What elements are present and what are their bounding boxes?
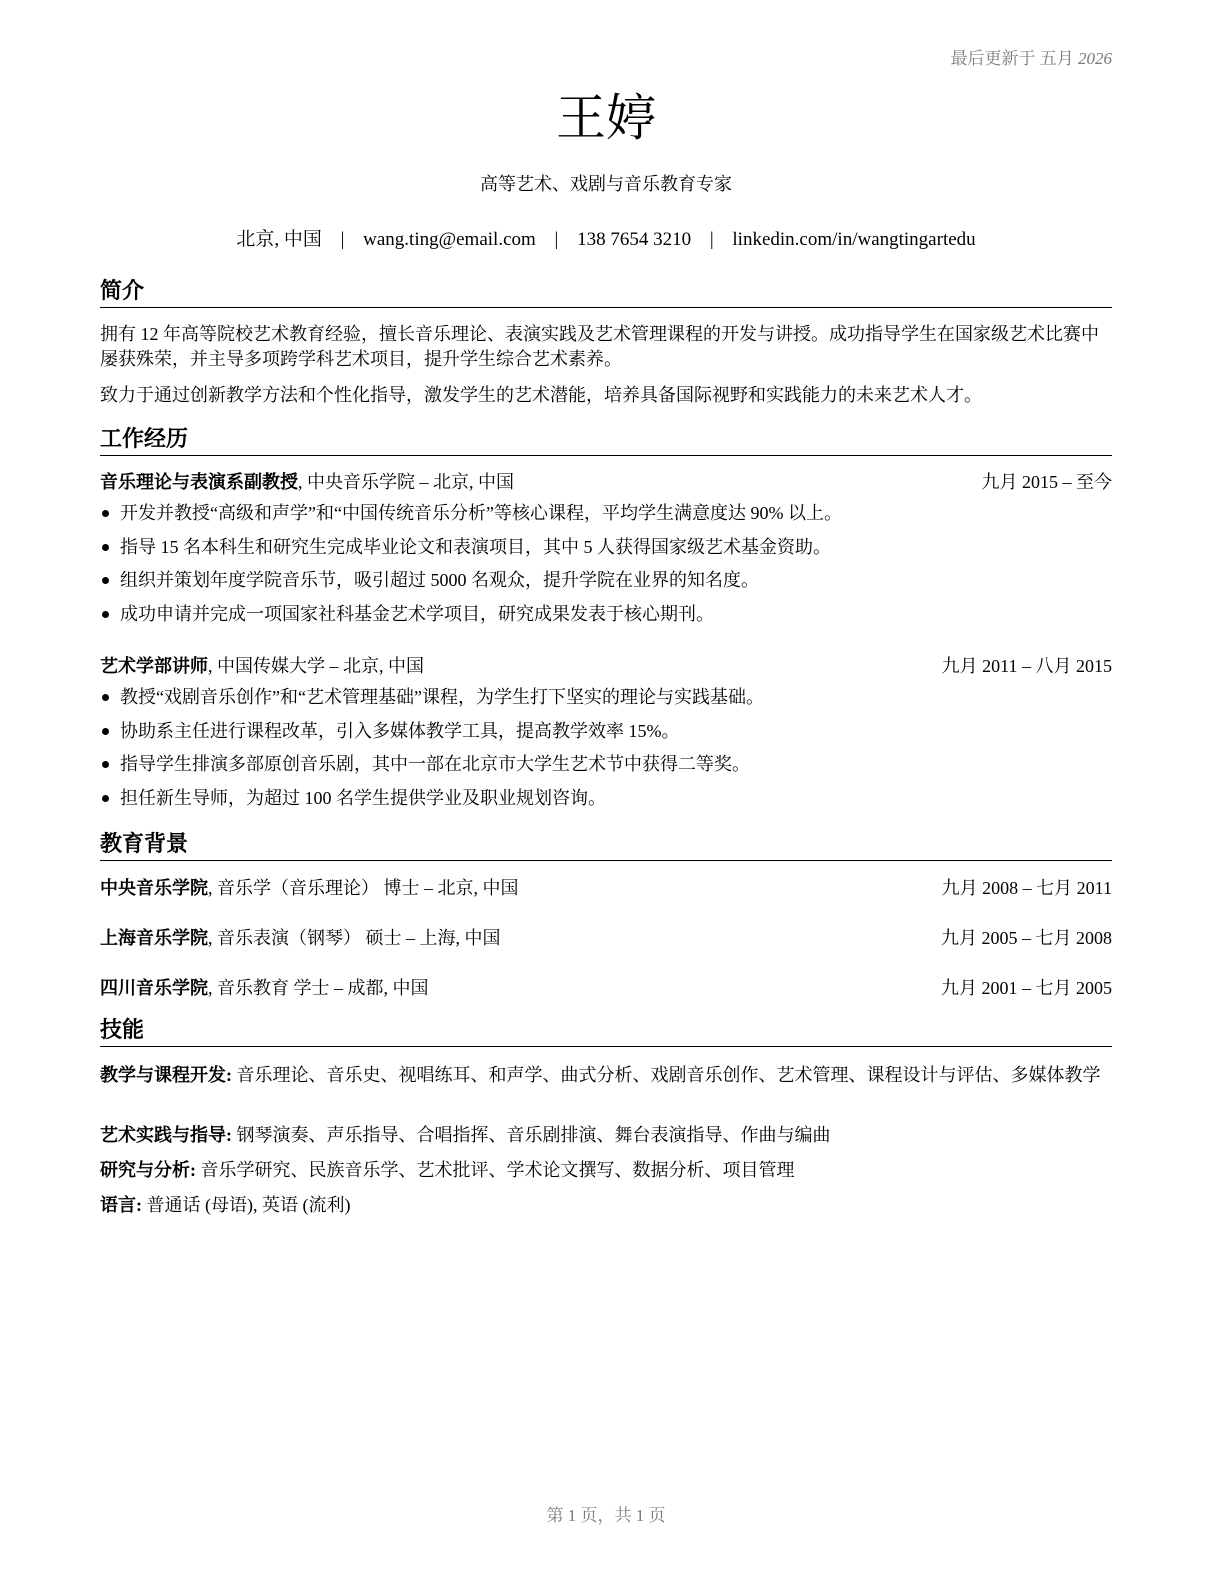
skill-value: 音乐理论、音乐史、视唱练耳、和声学、曲式分析、戏剧音乐创作、艺术管理、课程设计与评估、多媒体教学 [232, 1065, 1101, 1085]
skill-value: 音乐学研究、民族音乐学、艺术批评、学术论文撰写、数据分析、项目管理 [196, 1160, 795, 1180]
education-row [100, 925, 1112, 951]
skill-label: 研究与分析: [100, 1160, 196, 1180]
skill-label: 语言: [100, 1195, 142, 1215]
last-updated-prefix: 最后更新于 五月 [950, 49, 1074, 68]
last-updated [951, 44, 1113, 69]
bullet-text: 开发并教授“高级和声学”和“中国传统音乐分析”等核心课程，平均学生满意度达 90% 以上。 [120, 503, 842, 523]
education-row [100, 975, 1112, 1001]
summary-paragraph: 拥有 12 年高等院校艺术教育经验，擅长音乐理论、表演实践及艺术管理课程的开发与讲授。成功指导学生在国家级艺术比赛中屡获殊荣，并主导多项跨学科艺术项目，提升学生综合艺术素养。 [100, 324, 1099, 369]
section-title-summary: 简介 [100, 277, 1112, 308]
skill-label: 教学与课程开发: [100, 1065, 232, 1085]
contact-location: 北京, 中国 [236, 229, 322, 250]
contact-separator: | [709, 229, 714, 250]
list-item [100, 601, 1112, 635]
school-name: 上海音乐学院 [100, 928, 208, 948]
contact-phone: 138 7654 3210 [577, 229, 692, 250]
job-role: 艺术学部讲师 [100, 656, 208, 676]
bullet-text: 教授“戏剧音乐创作”和“艺术管理基础”课程，为学生打下坚实的理论与实践基础。 [120, 687, 764, 707]
person-name: 王婷 [556, 89, 656, 147]
education-dates: 九月 2001 – 七月 2005 [941, 978, 1112, 998]
resume-page [100, 0, 1112, 1584]
job-dates: 九月 2015 – 至今 [981, 472, 1112, 492]
contact-line [100, 224, 1112, 251]
skill-item [100, 1063, 1112, 1088]
section-title-experience: 工作经历 [100, 425, 1112, 456]
headline: 高等艺术、戏剧与音乐教育专家 [480, 174, 732, 194]
skill-item [100, 1123, 1112, 1148]
degree-detail: , 音乐教育 学士 – 成都, 中国 [208, 978, 429, 998]
last-updated-year: 2026 [1078, 49, 1112, 68]
education-dates: 九月 2005 – 七月 2008 [941, 928, 1112, 948]
bullet-icon [102, 728, 109, 735]
job-header [100, 469, 1112, 495]
list-item [100, 785, 1112, 819]
skill-label: 艺术实践与指导: [100, 1125, 232, 1145]
list-item [100, 534, 1112, 568]
degree-detail: , 音乐表演（钢琴） 硕士 – 上海, 中国 [208, 928, 501, 948]
list-item [100, 500, 1112, 534]
bullet-text: 担任新生导师，为超过 100 名学生提供学业及职业规划咨询。 [120, 787, 606, 808]
bullet-icon [102, 544, 109, 551]
education-dates: 九月 2008 – 七月 2011 [941, 878, 1112, 898]
contact-linkedin[interactable]: linkedin.com/in/wangtingartedu [732, 229, 976, 250]
skill-value: 钢琴演奏、声乐指导、合唱指挥、音乐剧排演、舞台表演指导、作曲与编曲 [232, 1125, 831, 1145]
bullet-icon [102, 577, 109, 584]
list-item [100, 718, 1112, 752]
job-bullets [100, 500, 1112, 634]
bullet-text: 组织并策划年度学院音乐节，吸引超过 5000 名观众，提升学院在业界的知名度。 [120, 570, 759, 590]
bullet-text: 成功申请并完成一项国家社科基金艺术学项目，研究成果发表于核心期刊。 [120, 603, 714, 624]
skill-item [100, 1158, 1112, 1183]
contact-email[interactable]: wang.ting@email.com [363, 229, 536, 250]
list-item [100, 567, 1112, 601]
job-role: 音乐理论与表演系副教授 [100, 472, 298, 492]
job-header [100, 653, 1112, 679]
bullet-icon [102, 510, 109, 517]
bullet-icon [102, 611, 109, 618]
bullet-icon [102, 795, 109, 802]
skill-item [100, 1193, 1112, 1218]
contact-separator: | [554, 229, 559, 250]
job-dates: 九月 2011 – 八月 2015 [941, 656, 1112, 676]
section-title-education: 教育背景 [100, 830, 1112, 861]
list-item [100, 751, 1112, 785]
job-org: , 中国传媒大学 – 北京, 中国 [208, 656, 424, 676]
section-title-skills: 技能 [100, 1016, 1112, 1047]
job-org: , 中央音乐学院 – 北京, 中国 [298, 472, 514, 492]
page-footer: 第 1 页，共 1 页 [546, 1506, 666, 1525]
education-row [100, 875, 1112, 901]
bullet-text: 协助系主任进行课程改革，引入多媒体教学工具，提高教学效率 15%。 [120, 720, 680, 741]
contact-separator: | [340, 229, 345, 250]
bullet-text: 指导学生排演多部原创音乐剧，其中一部在北京市大学生艺术节中获得二等奖。 [120, 754, 750, 774]
degree-detail: , 音乐学（音乐理论） 博士 – 北京, 中国 [208, 878, 519, 898]
bullet-icon [102, 761, 109, 768]
school-name: 中央音乐学院 [100, 878, 208, 898]
skill-value: 普通话 (母语), 英语 (流利) [142, 1195, 351, 1215]
list-item [100, 684, 1112, 718]
school-name: 四川音乐学院 [100, 978, 208, 998]
job-bullets [100, 684, 1112, 818]
summary-paragraph: 致力于通过创新教学方法和个性化指导，激发学生的艺术潜能，培养具备国际视野和实践能力的未来艺术人才。 [100, 385, 982, 405]
bullet-icon [102, 694, 109, 701]
bullet-text: 指导 15 名本科生和研究生完成毕业论文和表演项目，其中 5 人获得国家级艺术基金资助。 [120, 536, 831, 557]
